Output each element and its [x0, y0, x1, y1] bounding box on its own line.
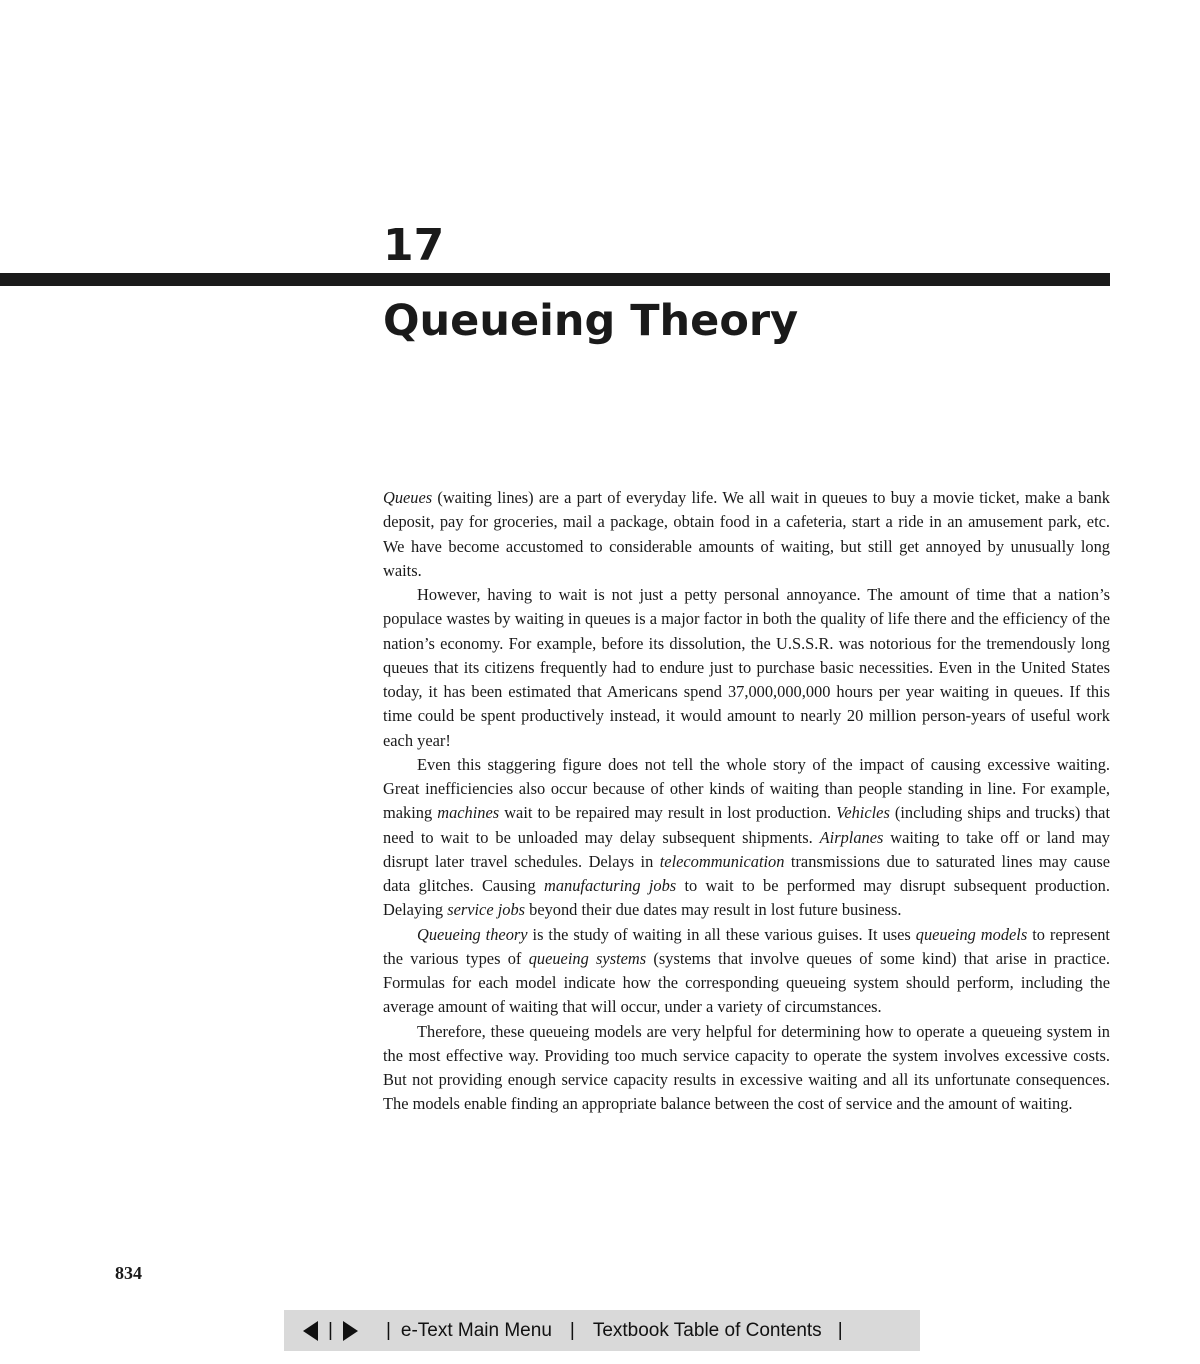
main-menu-link[interactable]: e-Text Main Menu	[400, 1319, 552, 1341]
paragraph-text: beyond their due dates may result in lost future business.	[525, 900, 902, 920]
table-of-contents-link[interactable]: Textbook Table of Contents	[592, 1319, 822, 1341]
paragraph-text: to represent the various types of	[383, 924, 1110, 968]
navigation-bar	[284, 1310, 920, 1351]
emphasized-term: Queueing theory	[417, 924, 528, 944]
paragraph-text: (systems that involve queues of some kind) that arise in practice. Formulas for each model indicate how the corresponding queueing system should perform, including the average amount of waiting that will occur, under a variety of circumstances.	[383, 948, 1110, 1017]
paragraph-text: Therefore, these queueing models are very helpful for determining how to operate a queueing system in the most effective way. Providing too much service capacity to operate the system involves excessive costs. But not providing enough service capacity results in excessive waiting and all its unfortunate consequences. The models enable finding an appropriate balance between the cost of service and the amount of waiting.	[383, 1021, 1110, 1114]
next-page-icon[interactable]	[343, 1321, 358, 1341]
body-paragraph	[383, 923, 1110, 1020]
paragraph-text: (including ships and trucks) that need to wait to be unloaded may delay subsequent shipments.	[383, 803, 1110, 847]
body-paragraph	[383, 1020, 1110, 1117]
paragraph-text: to wait to be performed may disrupt subsequent production. Delaying	[383, 876, 1110, 920]
page-number: 834	[115, 1263, 142, 1283]
emphasized-term: Airplanes	[819, 827, 884, 847]
paragraph-text: Even this staggering figure does not tell the whole story of the impact of causing excessive waiting. Great inefficiencies also occur because of other kinds of waiting than people standing in line. For example, making	[383, 754, 1110, 823]
paragraph-text: transmissions due to saturated lines may cause data glitches. Causing	[383, 851, 1110, 895]
previous-page-icon[interactable]	[303, 1321, 318, 1341]
body-paragraph	[383, 486, 1110, 583]
emphasized-term: service jobs	[447, 900, 526, 920]
emphasized-term: Queues	[383, 488, 433, 507]
body-paragraph	[383, 583, 1110, 753]
nav-separator: |	[837, 1319, 843, 1341]
emphasized-term: queueing models	[915, 924, 1028, 944]
paragraph-text: waiting to take off or land may disrupt later travel schedules. Delays in	[383, 827, 1110, 871]
chapter-number: 17	[383, 220, 445, 271]
paragraph-text: However, having to wait is not just a petty personal annoyance. The amount of time that a nation’s populace wastes by waiting in queues is a major factor in both the quality of life there and the efficiency of the nation’s economy. For example, before its dissolution, the U.S.S.R. was notorious for the tremendously long queues that its citizens frequently had to endure just to purchase basic necessities. Even in the United States today, it has been estimated that Americans spend 37,000,000,000 hours per year waiting in queues. If this time could be spent productively instead, it would amount to nearly 20 million person-years of useful work each year!	[383, 585, 1110, 750]
emphasized-term: manufacturing jobs	[544, 876, 677, 895]
nav-separator: |	[569, 1319, 575, 1341]
chapter-title: Queueing Theory	[383, 296, 799, 346]
nav-separator: |	[328, 1319, 333, 1341]
paragraph-text: is the study of waiting in all these various guises. It uses	[527, 924, 916, 944]
body-paragraph	[383, 753, 1110, 923]
body-text	[383, 486, 1110, 1117]
emphasized-term: Vehicles	[836, 803, 890, 823]
chapter-rule	[0, 273, 1110, 286]
paragraph-text: wait to be repaired may result in lost production.	[499, 803, 837, 823]
emphasized-term: queueing systems	[528, 948, 647, 968]
paragraph-text: (waiting lines) are a part of everyday life. We all wait in queues to buy a movie ticket, make a bank deposit, pay for groceries, mail a package, obtain food in a cafeteria, start a ride in an amusement park, etc. We have become accustomed to considerable amounts of waiting, but still get annoyed by unusually long waits.	[383, 488, 1110, 580]
nav-separator: |	[385, 1319, 391, 1341]
emphasized-term: machines	[437, 803, 500, 823]
emphasized-term: telecommunication	[659, 851, 785, 871]
